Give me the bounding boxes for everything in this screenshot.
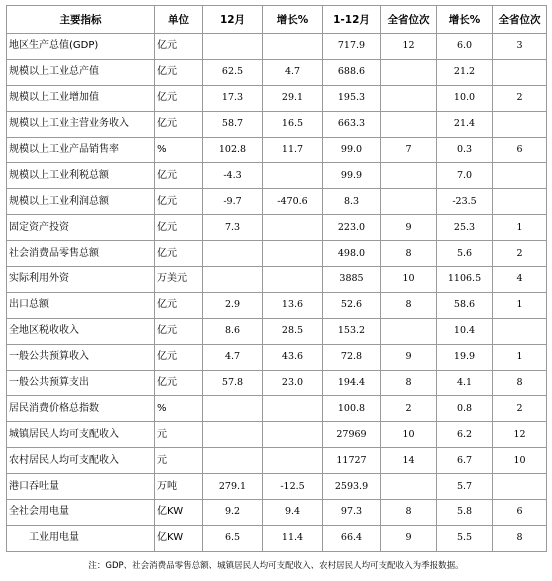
province-rank: 8: [381, 292, 437, 318]
cumulative-growth: 6.2: [437, 422, 493, 448]
december-value: [203, 241, 263, 267]
cumulative-growth: 21.2: [437, 59, 493, 85]
table-row: [7, 525, 547, 551]
indicator-unit: 亿元: [155, 215, 203, 241]
december-value: 57.8: [203, 370, 263, 396]
indicator-name: 固定资产投资: [7, 215, 155, 241]
table-row: [7, 111, 547, 137]
december-growth: 43.6: [263, 344, 323, 370]
province-rank: 9: [381, 215, 437, 241]
indicator-unit: 亿元: [155, 85, 203, 111]
cumulative-growth: 4.1: [437, 370, 493, 396]
jan-dec-value: 66.4: [323, 525, 381, 551]
jan-dec-value: 223.0: [323, 215, 381, 241]
cumulative-growth: 5.5: [437, 525, 493, 551]
december-value: 6.5: [203, 525, 263, 551]
december-value: 2.9: [203, 292, 263, 318]
december-growth: [263, 267, 323, 293]
cumulative-growth: 7.0: [437, 163, 493, 189]
table-row: [7, 241, 547, 267]
cumulative-growth: 5.8: [437, 500, 493, 526]
december-growth: [263, 163, 323, 189]
growth-rank: [493, 163, 547, 189]
table-row: [7, 318, 547, 344]
header-december-growth: 增长%: [263, 6, 323, 34]
indicator-unit: 亿KW: [155, 500, 203, 526]
december-growth: [263, 34, 323, 60]
indicator-unit: 亿元: [155, 111, 203, 137]
table-row: [7, 267, 547, 293]
growth-rank: [493, 318, 547, 344]
indicator-unit: 亿元: [155, 318, 203, 344]
december-value: [203, 448, 263, 474]
indicator-name: 全社会用电量: [7, 500, 155, 526]
december-growth: 28.5: [263, 318, 323, 344]
footnote: 注：GDP、社会消费品零售总额、城镇居民人均可支配收入、农村居民人均可支配收入为季报数据。: [88, 561, 464, 571]
indicator-unit: 亿KW: [155, 525, 203, 551]
cumulative-growth: 19.9: [437, 344, 493, 370]
december-value: 4.7: [203, 344, 263, 370]
indicator-name: 实际利用外资: [7, 267, 155, 293]
growth-rank: 4: [493, 267, 547, 293]
december-value: [203, 34, 263, 60]
stats-table-wrapper: [6, 5, 546, 552]
province-rank: 8: [381, 500, 437, 526]
indicator-unit: 元: [155, 422, 203, 448]
cumulative-growth: 6.7: [437, 448, 493, 474]
indicator-name: 农村居民人均可支配收入: [7, 448, 155, 474]
table-row: [7, 474, 547, 500]
indicator-name: 一般公共预算支出: [7, 370, 155, 396]
province-rank: 7: [381, 137, 437, 163]
growth-rank: 1: [493, 344, 547, 370]
growth-rank: [493, 111, 547, 137]
december-growth: 23.0: [263, 370, 323, 396]
indicator-name: 一般公共预算收入: [7, 344, 155, 370]
province-rank: [381, 85, 437, 111]
jan-dec-value: 688.6: [323, 59, 381, 85]
header-jan-dec: 1-12月: [323, 6, 381, 34]
indicator-name: 规模以上工业主营业务收入: [7, 111, 155, 137]
indicator-name: 规模以上工业产品销售率: [7, 137, 155, 163]
table-row: [7, 215, 547, 241]
cumulative-growth: 10.4: [437, 318, 493, 344]
table-row: [7, 189, 547, 215]
december-growth: [263, 215, 323, 241]
table-row: [7, 344, 547, 370]
indicator-unit: %: [155, 396, 203, 422]
growth-rank: [493, 189, 547, 215]
header-cumulative-growth: 增长%: [437, 6, 493, 34]
table-row: [7, 448, 547, 474]
indicator-unit: 亿元: [155, 34, 203, 60]
table-body: [7, 34, 547, 552]
table-row: [7, 396, 547, 422]
december-value: 7.3: [203, 215, 263, 241]
december-growth: 11.4: [263, 525, 323, 551]
jan-dec-value: 100.8: [323, 396, 381, 422]
province-rank: [381, 189, 437, 215]
table-row: [7, 85, 547, 111]
growth-rank: 2: [493, 85, 547, 111]
province-rank: [381, 474, 437, 500]
indicator-unit: 亿元: [155, 59, 203, 85]
jan-dec-value: 99.0: [323, 137, 381, 163]
indicator-name: 全地区税收收入: [7, 318, 155, 344]
indicator-name: 地区生产总值(GDP): [7, 34, 155, 60]
growth-rank: 3: [493, 34, 547, 60]
december-growth: 9.4: [263, 500, 323, 526]
indicator-unit: 亿元: [155, 344, 203, 370]
growth-rank: 1: [493, 215, 547, 241]
cumulative-growth: 21.4: [437, 111, 493, 137]
cumulative-growth: 25.3: [437, 215, 493, 241]
cumulative-growth: 5.6: [437, 241, 493, 267]
jan-dec-value: 72.8: [323, 344, 381, 370]
growth-rank: 1: [493, 292, 547, 318]
growth-rank: 6: [493, 137, 547, 163]
december-value: -9.7: [203, 189, 263, 215]
header-growth-rank: 全省位次: [493, 6, 547, 34]
indicator-name: 规模以上工业利润总额: [7, 189, 155, 215]
december-value: 102.8: [203, 137, 263, 163]
table-row: [7, 163, 547, 189]
december-value: 279.1: [203, 474, 263, 500]
table-row: [7, 500, 547, 526]
december-growth: [263, 396, 323, 422]
province-rank: 14: [381, 448, 437, 474]
december-value: [203, 267, 263, 293]
jan-dec-value: 153.2: [323, 318, 381, 344]
december-growth: [263, 422, 323, 448]
province-rank: [381, 318, 437, 344]
province-rank: 9: [381, 344, 437, 370]
december-growth: [263, 448, 323, 474]
cumulative-growth: 0.8: [437, 396, 493, 422]
jan-dec-value: 27969: [323, 422, 381, 448]
growth-rank: 6: [493, 500, 547, 526]
table-row: [7, 292, 547, 318]
cumulative-growth: 10.0: [437, 85, 493, 111]
province-rank: 10: [381, 422, 437, 448]
december-growth: 11.7: [263, 137, 323, 163]
indicator-name: 居民消费价格总指数: [7, 396, 155, 422]
indicator-name: 规模以上工业总产值: [7, 59, 155, 85]
jan-dec-value: 3885: [323, 267, 381, 293]
header-unit: 单位: [155, 6, 203, 34]
december-value: [203, 422, 263, 448]
table-row: [7, 59, 547, 85]
december-value: -4.3: [203, 163, 263, 189]
province-rank: [381, 163, 437, 189]
jan-dec-value: 52.6: [323, 292, 381, 318]
province-rank: 12: [381, 34, 437, 60]
december-growth: 4.7: [263, 59, 323, 85]
cumulative-growth: 6.0: [437, 34, 493, 60]
december-growth: [263, 241, 323, 267]
growth-rank: 2: [493, 241, 547, 267]
jan-dec-value: 195.3: [323, 85, 381, 111]
jan-dec-value: 97.3: [323, 500, 381, 526]
table-row: [7, 370, 547, 396]
growth-rank: 8: [493, 525, 547, 551]
december-value: 17.3: [203, 85, 263, 111]
table-row: [7, 34, 547, 60]
table-row: [7, 422, 547, 448]
cumulative-growth: 58.6: [437, 292, 493, 318]
province-rank: 2: [381, 396, 437, 422]
indicator-name: 城镇居民人均可支配收入: [7, 422, 155, 448]
indicator-unit: 亿元: [155, 370, 203, 396]
province-rank: 10: [381, 267, 437, 293]
growth-rank: 8: [493, 370, 547, 396]
indicator-name: 规模以上工业增加值: [7, 85, 155, 111]
december-growth: 13.6: [263, 292, 323, 318]
growth-rank: 12: [493, 422, 547, 448]
december-value: 8.6: [203, 318, 263, 344]
jan-dec-value: 663.3: [323, 111, 381, 137]
header-indicator: 主要指标: [7, 6, 155, 34]
december-value: 9.2: [203, 500, 263, 526]
table-row: [7, 137, 547, 163]
december-growth: -12.5: [263, 474, 323, 500]
december-value: 62.5: [203, 59, 263, 85]
indicator-unit: 万吨: [155, 474, 203, 500]
indicator-unit: 亿元: [155, 292, 203, 318]
province-rank: [381, 59, 437, 85]
indicator-name: 社会消费品零售总额: [7, 241, 155, 267]
jan-dec-value: 11727: [323, 448, 381, 474]
december-growth: 29.1: [263, 85, 323, 111]
december-value: 58.7: [203, 111, 263, 137]
indicator-name: 出口总额: [7, 292, 155, 318]
growth-rank: [493, 474, 547, 500]
indicator-unit: 万美元: [155, 267, 203, 293]
growth-rank: [493, 59, 547, 85]
header-province-rank: 全省位次: [381, 6, 437, 34]
jan-dec-value: 2593.9: [323, 474, 381, 500]
december-growth: -470.6: [263, 189, 323, 215]
jan-dec-value: 498.0: [323, 241, 381, 267]
province-rank: [381, 111, 437, 137]
december-growth: 16.5: [263, 111, 323, 137]
indicator-name: 港口吞吐量: [7, 474, 155, 500]
header-december: 12月: [203, 6, 263, 34]
indicator-unit: 亿元: [155, 163, 203, 189]
indicator-name: 规模以上工业利税总额: [7, 163, 155, 189]
cumulative-growth: -23.5: [437, 189, 493, 215]
growth-rank: 2: [493, 396, 547, 422]
table-header-row: [7, 6, 547, 34]
cumulative-growth: 0.3: [437, 137, 493, 163]
jan-dec-value: 8.3: [323, 189, 381, 215]
jan-dec-value: 99.9: [323, 163, 381, 189]
december-value: [203, 396, 263, 422]
economic-indicators-table: [6, 5, 547, 552]
province-rank: 9: [381, 525, 437, 551]
province-rank: 8: [381, 370, 437, 396]
jan-dec-value: 717.9: [323, 34, 381, 60]
growth-rank: 10: [493, 448, 547, 474]
indicator-unit: 亿元: [155, 189, 203, 215]
indicator-unit: 元: [155, 448, 203, 474]
indicator-unit: %: [155, 137, 203, 163]
province-rank: 8: [381, 241, 437, 267]
cumulative-growth: 1106.5: [437, 267, 493, 293]
jan-dec-value: 194.4: [323, 370, 381, 396]
indicator-name: 工业用电量: [7, 525, 155, 551]
cumulative-growth: 5.7: [437, 474, 493, 500]
indicator-unit: 亿元: [155, 241, 203, 267]
